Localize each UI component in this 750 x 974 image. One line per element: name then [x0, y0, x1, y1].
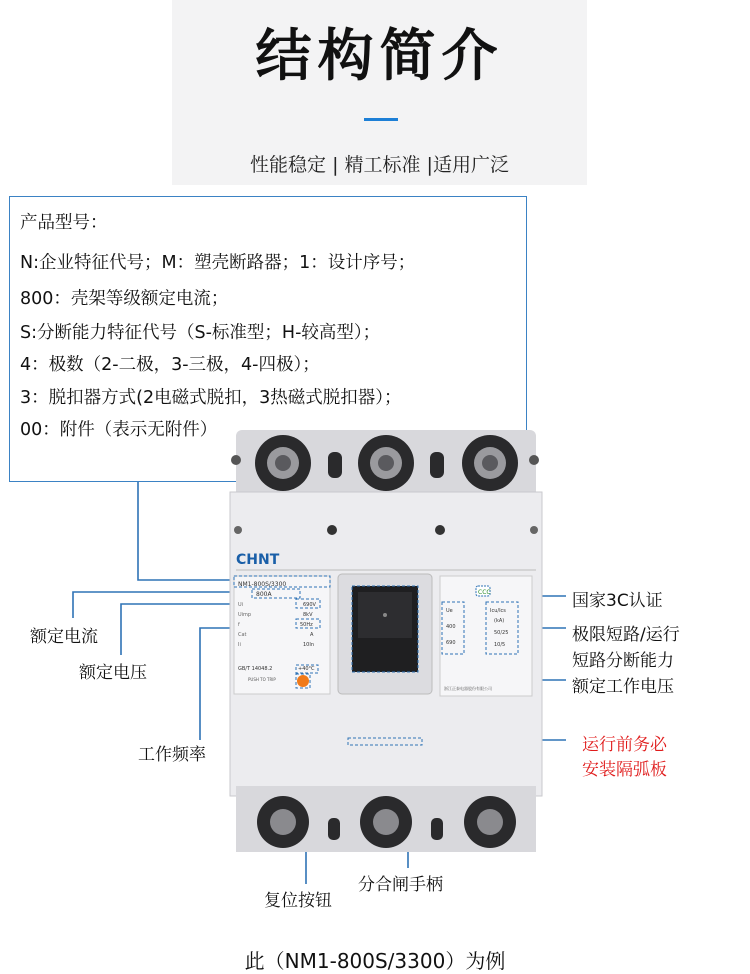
info-heading: 产品型号： [20, 213, 108, 233]
svg-text:400: 400 [446, 624, 456, 630]
svg-text:Icu/Ics: Icu/Ics [490, 608, 506, 614]
svg-text:Uimp: Uimp [238, 612, 252, 618]
svg-text:浙江正泰电器股份有限公司: 浙江正泰电器股份有限公司 [444, 686, 492, 691]
svg-text:f: f [238, 622, 240, 628]
callout-frequency: 工作频率 [138, 745, 206, 765]
svg-text:PUSH TO TRIP: PUSH TO TRIP [248, 677, 276, 682]
svg-text:Ue: Ue [446, 608, 453, 614]
svg-text:(kA): (kA) [494, 618, 505, 624]
callout-handle: 分合闸手柄 [358, 875, 443, 895]
svg-text:GB/T 14048.2: GB/T 14048.2 [238, 666, 273, 672]
callout-ccc: 国家3C认证 [572, 591, 663, 611]
svg-text:Ii: Ii [238, 642, 241, 648]
callout-rated-current: 额定电流 [30, 627, 98, 647]
callout-reset-button: 复位按钮 [264, 891, 332, 911]
callout-arc-warning-1: 运行前务必 [582, 735, 667, 755]
frequency-label: 50Hz [300, 622, 313, 628]
callout-arc-warning-2: 安装隔弧板 [582, 760, 667, 780]
model-caption: 此（NM1-800S/3300）为例 [244, 949, 506, 973]
current-label: 800A [256, 591, 272, 598]
svg-text:CCC: CCC [478, 589, 491, 596]
reset-button[interactable] [297, 675, 309, 687]
svg-text:8kV: 8kV [303, 612, 313, 618]
callout-breaking-capacity-2: 短路分断能力 [572, 651, 674, 671]
callout-breaking-capacity-1: 极限短路/运行 [572, 625, 680, 645]
page-title: 结构简介 [255, 24, 504, 89]
info-line: 00：附件（表示无附件） [20, 420, 218, 440]
callout-rated-voltage: 额定电压 [79, 663, 147, 683]
info-line: 3：脱扣器方式(2电磁式脱扣，3热磁式脱扣器）； [20, 388, 402, 408]
model-label: NM1-800S/3300 [238, 581, 287, 588]
info-line: N:企业特征代号；M：塑壳断路器；1：设计序号； [20, 253, 416, 273]
info-line: S:分断能力特征代号（S-标准型；H-较高型）； [20, 323, 381, 343]
circuit-breaker-illustration [228, 430, 544, 852]
voltage-label: 690V [303, 602, 316, 608]
info-line: 800：壳架等级额定电流； [20, 289, 229, 309]
svg-text:10In: 10In [303, 642, 315, 648]
svg-text:690: 690 [446, 640, 456, 646]
svg-text:10/5: 10/5 [494, 642, 506, 648]
svg-text:50/25: 50/25 [494, 630, 509, 636]
svg-text:+40°C: +40°C [298, 666, 315, 672]
top-terminal-screws [231, 435, 539, 491]
svg-text:Cat: Cat [238, 632, 247, 638]
info-line: 4：极数（2-二极，3-三极，4-四极）； [20, 355, 320, 375]
svg-text:A: A [310, 632, 314, 638]
svg-text:Ui: Ui [238, 602, 244, 608]
brand-logo: CHNT [236, 552, 280, 568]
page-tagline: 性能稳定 | 精工标准 |适用广泛 [250, 154, 509, 176]
callout-working-voltage: 额定工作电压 [572, 677, 674, 697]
